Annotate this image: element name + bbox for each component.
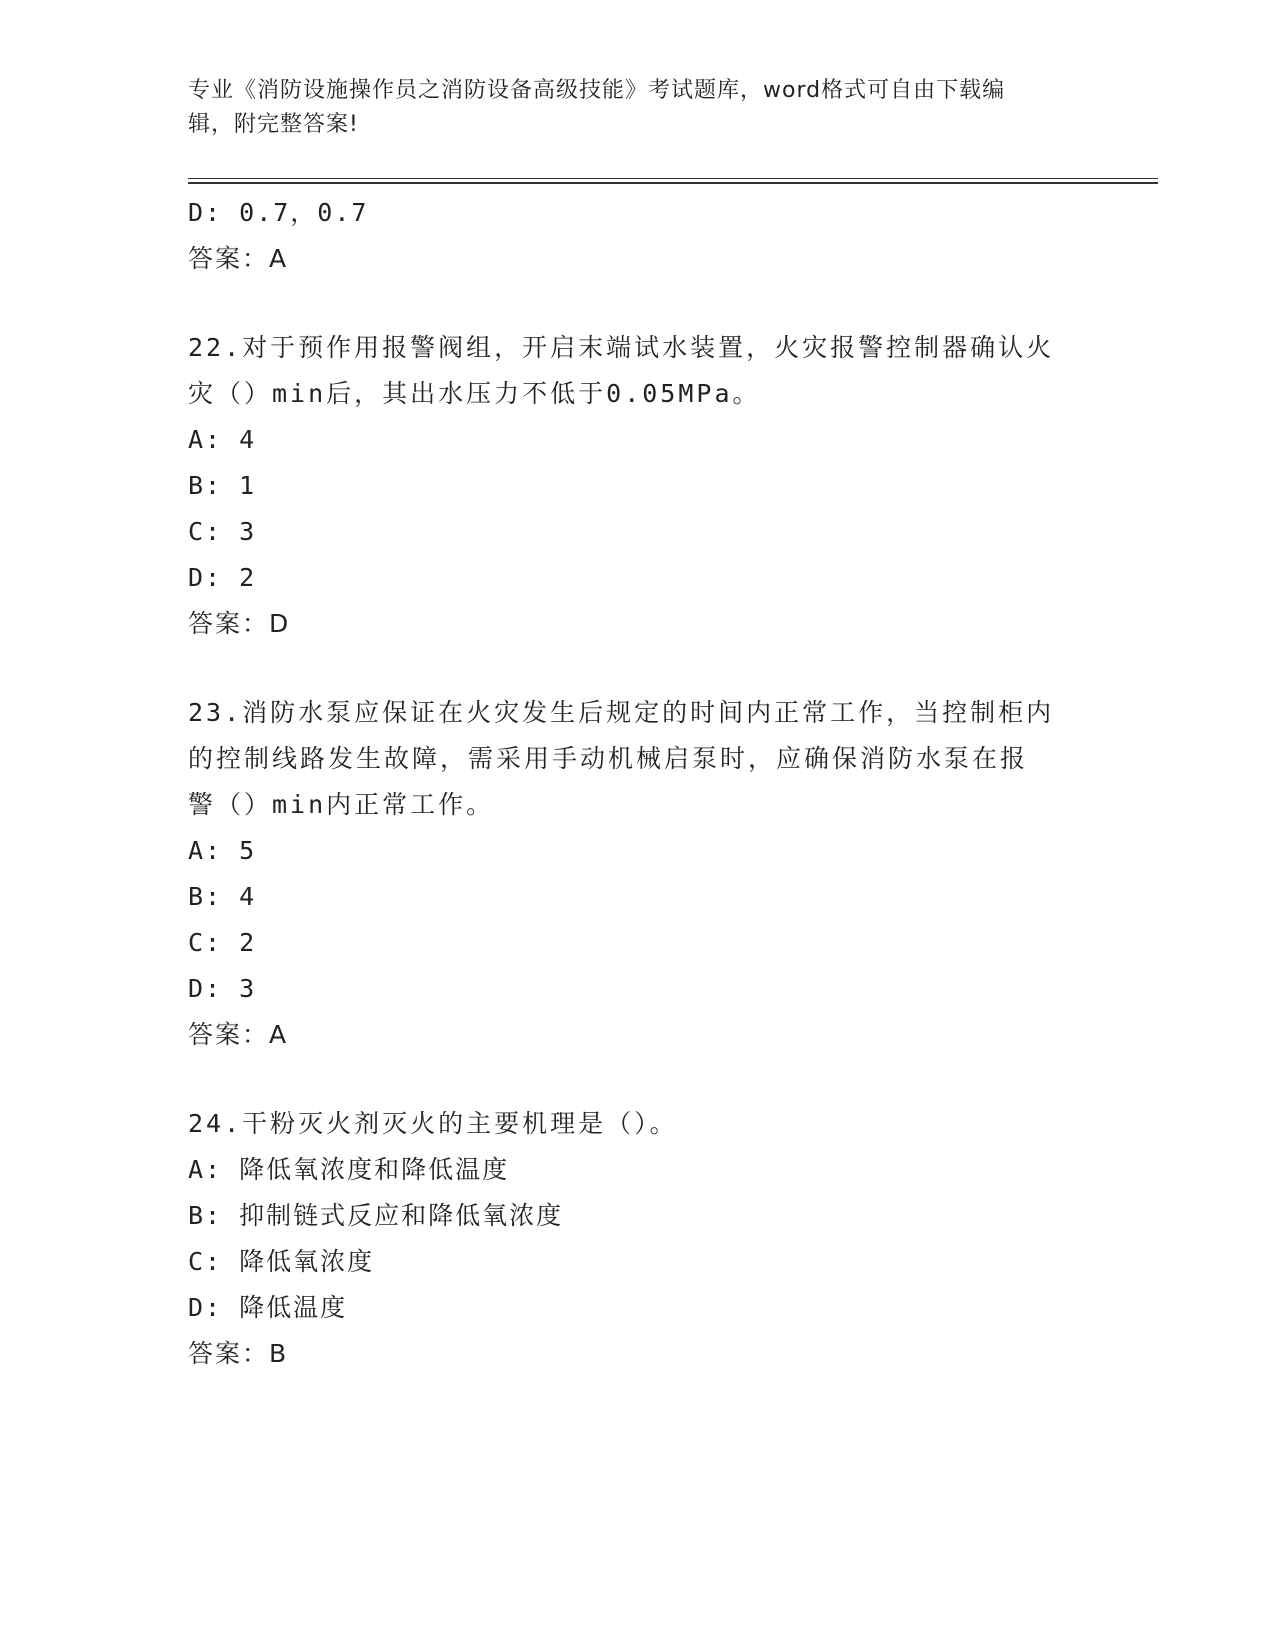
answer-line: 答案：A — [188, 1020, 289, 1049]
option-d: D: 降低温度 — [188, 1293, 348, 1322]
option-c: C: 3 — [188, 517, 257, 546]
spacer — [188, 1058, 1088, 1101]
option-a: A: 5 — [188, 836, 257, 865]
question-block-23 — [188, 690, 1088, 1058]
option-a: A: 4 — [188, 425, 257, 454]
question-text-line: 24.干粉灭火剂灭火的主要机理是（）。 — [188, 1109, 678, 1138]
option-b: B: 1 — [188, 471, 257, 500]
header-divider-thick — [188, 182, 1158, 184]
option-d: D: 2 — [188, 563, 257, 592]
question-text-line: 的控制线路发生故障，需采用手动机械启泵时，应确保消防水泵在报 — [188, 744, 1029, 773]
option-c: C: 降低氧浓度 — [188, 1247, 375, 1276]
option-d: D: 3 — [188, 974, 257, 1003]
option-d: D: 0.7，0.7 — [188, 198, 369, 227]
spacer — [188, 647, 1088, 690]
option-c: C: 2 — [188, 928, 257, 957]
question-content — [188, 190, 1088, 1377]
question-block-22 — [188, 325, 1088, 647]
spacer — [188, 282, 1088, 325]
question-text-line: 警（）min内正常工作。 — [188, 790, 495, 819]
question-text-line: 23.消防水泵应保证在火灾发生后规定的时间内正常工作，当控制柜内 — [188, 698, 1055, 727]
question-text-line: 22.对于预作用报警阀组，开启末端试水装置，火灾报警控制器确认火 — [188, 333, 1055, 362]
document-header — [188, 74, 1068, 142]
header-line-2: 辑，附完整答案! — [188, 112, 359, 137]
answer-line: 答案：B — [188, 1339, 289, 1368]
answer-line: 答案：D — [188, 609, 291, 638]
question-text-line: 灾（）min后，其出水压力不低于0.05MPa。 — [188, 379, 761, 408]
answer-line: 答案：A — [188, 244, 289, 273]
header-line-1: 专业《消防设施操作员之消防设备高级技能》考试题库，word格式可自由下载编 — [188, 78, 1006, 103]
option-a: A: 降低氧浓度和降低温度 — [188, 1155, 510, 1184]
option-b: B: 抑制链式反应和降低氧浓度 — [188, 1201, 564, 1230]
header-divider-thin — [188, 178, 1158, 179]
question-block-24 — [188, 1101, 1088, 1377]
option-b: B: 4 — [188, 882, 257, 911]
